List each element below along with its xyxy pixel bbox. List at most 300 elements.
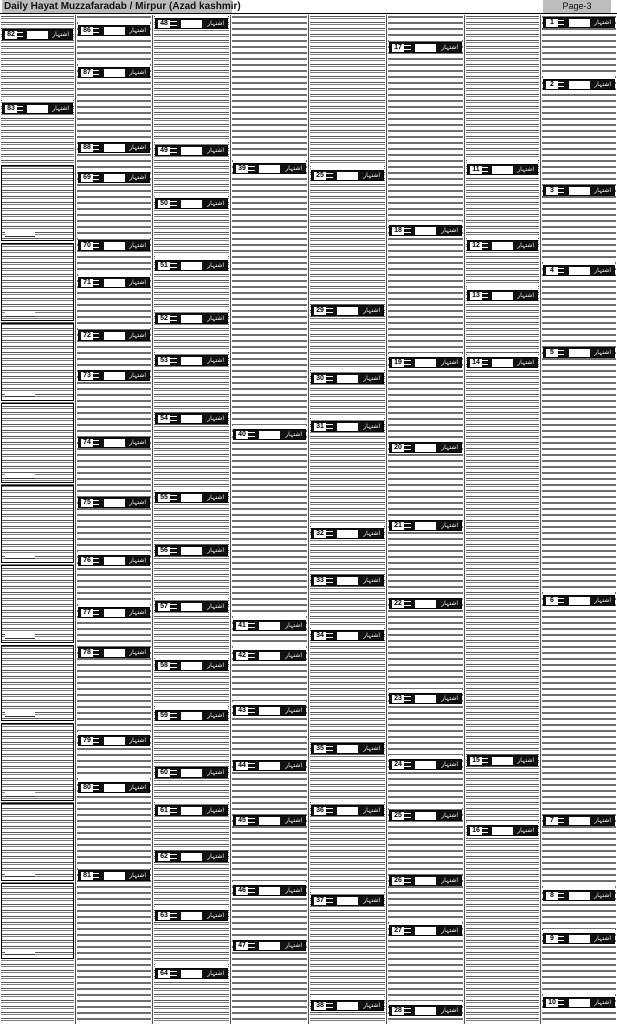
notice-label: اشتہار — [52, 31, 69, 38]
notice-number: 72 — [81, 332, 93, 340]
notice-label: اشتہار — [441, 761, 458, 768]
notice-header — [233, 885, 306, 896]
notice-separator — [233, 936, 306, 939]
framed-notice — [1, 645, 74, 721]
notice-label: اشتہار — [207, 912, 224, 919]
seal-icon — [246, 708, 255, 713]
notice-number: 16 — [470, 827, 482, 835]
notice-separator — [389, 353, 462, 356]
notice-separator — [155, 351, 228, 354]
notice-separator — [543, 929, 615, 932]
notice-separator — [155, 194, 228, 197]
notice-blank-box — [181, 807, 202, 815]
notice-header — [155, 260, 228, 271]
notice-label: اشتہار — [285, 887, 302, 894]
column-8 — [541, 15, 617, 1024]
notice-label: اشتہار — [517, 359, 534, 366]
notice-header — [155, 660, 228, 671]
notice-separator — [155, 964, 228, 967]
notice-separator — [78, 551, 150, 554]
notice-separator — [155, 309, 228, 312]
seal-icon — [168, 148, 177, 153]
notice-label: اشتہار — [594, 935, 611, 942]
notice-number: 37 — [314, 897, 326, 905]
notice-blank-box — [337, 530, 358, 538]
notice-blank-box — [569, 349, 590, 357]
notice-header — [233, 620, 306, 631]
notice-header — [78, 172, 150, 183]
seal-icon — [168, 263, 177, 268]
notice-blank-box — [104, 557, 125, 565]
seal-icon — [324, 531, 333, 536]
notice-number: 63 — [158, 912, 170, 920]
notice-number: 59 — [158, 712, 170, 720]
notice-number: 25 — [314, 172, 326, 180]
seal-icon — [91, 558, 99, 563]
notice-header — [155, 413, 228, 424]
notice-label: اشتہار — [594, 999, 611, 1006]
notice-header — [78, 555, 150, 566]
notice-number: 52 — [158, 315, 170, 323]
notice-header — [155, 355, 228, 366]
notice-blank-box — [104, 737, 125, 745]
notice-blank-box — [104, 784, 125, 792]
notice-label: اشتہار — [129, 784, 146, 791]
notice-header — [78, 330, 150, 341]
notice-separator — [78, 366, 150, 369]
notice-number: 7 — [546, 817, 558, 825]
notice-label: اشتہار — [285, 762, 302, 769]
notice-separator — [467, 236, 538, 239]
notice-blank-box — [104, 372, 125, 380]
notice-header — [233, 429, 306, 440]
notice-separator — [311, 301, 384, 304]
notice-label: اشتہار — [594, 81, 611, 88]
notice-separator — [78, 643, 150, 646]
notice-number: 79 — [81, 737, 93, 745]
notice-number: 77 — [81, 609, 93, 617]
notice-number: 73 — [81, 372, 93, 380]
notice-separator — [389, 221, 462, 224]
notice-separator — [78, 273, 150, 276]
notice-header — [155, 545, 228, 556]
notice-header — [389, 875, 462, 886]
notice-blank-box — [104, 144, 125, 152]
notice-header — [155, 767, 228, 778]
notice-label: اشتہار — [441, 1007, 458, 1014]
notice-header — [543, 17, 615, 28]
notice-separator — [311, 369, 384, 372]
seal-icon — [324, 376, 333, 381]
notice-number: 56 — [158, 547, 170, 555]
seal-icon — [168, 358, 177, 363]
notice-number: 48 — [158, 20, 170, 28]
newspaper-columns — [0, 15, 617, 1024]
notice-number: 10 — [546, 999, 558, 1007]
notice-separator — [155, 656, 228, 659]
seal-icon — [246, 653, 255, 658]
notice-number: 11 — [470, 166, 482, 174]
notice-label: اشتہار — [207, 315, 224, 322]
notice-header — [543, 79, 615, 90]
notice-label: اشتہار — [441, 44, 458, 51]
notice-blank-box — [492, 242, 513, 250]
column-7 — [465, 15, 541, 1024]
framed-notice — [1, 723, 74, 801]
notice-blank-box — [181, 494, 202, 502]
seal-icon — [246, 888, 255, 893]
notice-number: 2 — [546, 81, 558, 89]
notice-separator — [311, 417, 384, 420]
notice-blank-box — [104, 609, 125, 617]
notice-blank-box — [181, 912, 202, 920]
notice-number: 26 — [392, 877, 404, 885]
notice-number: 74 — [81, 439, 93, 447]
notice-blank-box — [337, 897, 358, 905]
notice-number: 62 — [158, 853, 170, 861]
notice-separator — [233, 811, 306, 814]
notice-header — [389, 759, 462, 770]
notice-label: اشتہار — [594, 187, 611, 194]
notice-number: 81 — [81, 872, 93, 880]
notice-number: 12 — [470, 242, 482, 250]
seal-icon — [480, 293, 488, 298]
seal-icon — [402, 228, 411, 233]
notice-blank-box — [181, 712, 202, 720]
notice-blank-box — [181, 315, 202, 323]
notice-number: 9 — [546, 935, 558, 943]
notice-label: اشتہار — [207, 200, 224, 207]
notice-blank-box — [259, 431, 280, 439]
framed-notice — [1, 485, 74, 563]
seal-icon — [246, 623, 255, 628]
notice-header — [78, 735, 150, 746]
notice-number: 13 — [470, 292, 482, 300]
column-5 — [309, 15, 387, 1024]
notice-blank-box — [492, 166, 513, 174]
notice-blank-box — [415, 444, 436, 452]
notice-label: اشتہار — [441, 359, 458, 366]
notice-separator — [155, 763, 228, 766]
notice-separator — [155, 597, 228, 600]
signature-line — [5, 712, 35, 717]
notice-label: اشتہار — [594, 267, 611, 274]
seal-icon — [556, 818, 564, 823]
notice-label: اشتہار — [285, 942, 302, 949]
seal-icon — [556, 82, 564, 87]
notice-blank-box — [569, 187, 590, 195]
notice-number: 57 — [158, 603, 170, 611]
notice-label: اشتہار — [207, 970, 224, 977]
notice-header — [311, 805, 384, 816]
seal-icon — [402, 878, 411, 883]
notice-number: 71 — [81, 279, 93, 287]
notice-blank-box — [415, 761, 436, 769]
notice-label: اشتہار — [129, 372, 146, 379]
notice-separator — [311, 571, 384, 574]
notice-label: اشتہار — [285, 707, 302, 714]
seal-icon — [324, 808, 333, 813]
notice-blank-box — [181, 415, 202, 423]
notice-label: اشتہار — [363, 530, 380, 537]
notice-header — [389, 225, 462, 236]
masthead — [0, 0, 617, 14]
notice-label: اشتہار — [207, 262, 224, 269]
notice-blank-box — [27, 31, 48, 39]
notice-separator — [389, 806, 462, 809]
notice-header — [543, 595, 615, 606]
notice-label: اشتہار — [207, 147, 224, 154]
notice-blank-box — [337, 375, 358, 383]
notice-number: 14 — [470, 359, 482, 367]
notice-blank-box — [337, 423, 358, 431]
notice-number: 40 — [236, 431, 248, 439]
notice-label: اشتہار — [129, 737, 146, 744]
notice-label: اشتہار — [594, 19, 611, 26]
seal-icon — [246, 818, 255, 823]
signature-line — [5, 872, 35, 877]
notice-header — [155, 910, 228, 921]
notice-separator — [233, 701, 306, 704]
notice-label: اشتہار — [129, 499, 146, 506]
signature-line — [5, 232, 35, 237]
notice-header — [78, 370, 150, 381]
notice-separator — [543, 591, 615, 594]
notice-blank-box — [259, 707, 280, 715]
signature-line — [5, 554, 35, 559]
notice-label: اشتہار — [517, 292, 534, 299]
seal-icon — [556, 20, 564, 25]
seal-icon — [402, 1008, 411, 1013]
notice-blank-box — [337, 307, 358, 315]
notice-separator — [543, 886, 615, 889]
seal-icon — [91, 373, 99, 378]
notice-number: 19 — [392, 359, 404, 367]
notice-separator — [155, 706, 228, 709]
notice-separator — [389, 921, 462, 924]
notice-number: 28 — [392, 1007, 404, 1015]
notice-separator — [543, 261, 615, 264]
notice-blank-box — [181, 970, 202, 978]
notice-header — [311, 373, 384, 384]
notice-header — [78, 142, 150, 153]
notice-separator — [311, 801, 384, 804]
seal-icon — [324, 898, 333, 903]
notice-separator — [155, 15, 228, 17]
notice-separator — [467, 286, 538, 289]
notice-number: 35 — [314, 745, 326, 753]
framed-notice — [1, 165, 74, 241]
notice-label: اشتہار — [441, 812, 458, 819]
seal-icon — [556, 188, 564, 193]
notice-header — [78, 647, 150, 658]
notice-separator — [467, 353, 538, 356]
notice-separator — [155, 488, 228, 491]
seal-icon — [168, 713, 177, 718]
seal-icon — [324, 173, 333, 178]
notice-blank-box — [181, 603, 202, 611]
notice-separator — [78, 236, 150, 239]
notice-separator — [389, 755, 462, 758]
notice-header — [2, 103, 73, 114]
notice-label: اشتہار — [363, 897, 380, 904]
notice-label: اشتہار — [129, 872, 146, 879]
notice-header — [155, 18, 228, 29]
notice-header — [155, 968, 228, 979]
notice-header — [389, 357, 462, 368]
notice-label: اشتہار — [441, 600, 458, 607]
notice-blank-box — [415, 1007, 436, 1015]
notice-number: 53 — [158, 357, 170, 365]
notice-separator — [543, 811, 615, 814]
notice-header — [543, 997, 615, 1008]
notice-number: 25 — [392, 812, 404, 820]
notice-header — [233, 940, 306, 951]
framed-notice — [1, 403, 74, 483]
notice-header — [543, 185, 615, 196]
notice-blank-box — [569, 81, 590, 89]
notice-label: اشتہار — [129, 279, 146, 286]
notice-number: 17 — [392, 44, 404, 52]
notice-separator — [78, 603, 150, 606]
notice-separator — [78, 731, 150, 734]
seal-icon — [480, 758, 488, 763]
notice-header — [311, 575, 384, 586]
notice-blank-box — [415, 812, 436, 820]
notice-number: 76 — [81, 557, 93, 565]
notice-blank-box — [27, 105, 48, 113]
notice-header — [311, 1000, 384, 1011]
notice-number: 78 — [81, 649, 93, 657]
notice-blank-box — [415, 227, 436, 235]
notice-number: 5 — [546, 349, 558, 357]
notice-label: اشتہار — [363, 1002, 380, 1009]
notice-label: اشتہار — [517, 166, 534, 173]
seal-icon — [556, 936, 564, 941]
seal-icon — [168, 971, 177, 976]
notice-blank-box — [569, 935, 590, 943]
seal-icon — [91, 28, 99, 33]
notice-separator — [311, 996, 384, 999]
notice-header — [233, 815, 306, 826]
notice-number: 3 — [546, 187, 558, 195]
notice-header — [543, 933, 615, 944]
notice-blank-box — [181, 547, 202, 555]
notice-label: اشتہار — [441, 695, 458, 702]
notice-blank-box — [337, 172, 358, 180]
seal-icon — [556, 350, 564, 355]
notice-header — [155, 851, 228, 862]
notice-separator — [2, 99, 73, 102]
notice-blank-box — [259, 817, 280, 825]
notice-separator — [78, 866, 150, 869]
notice-label: اشتہار — [441, 227, 458, 234]
notice-number: 60 — [158, 769, 170, 777]
notice-header — [389, 810, 462, 821]
seal-icon — [91, 280, 99, 285]
notice-header — [78, 67, 150, 78]
notice-number: 20 — [392, 444, 404, 452]
notice-number: 1 — [546, 19, 558, 27]
notice-label: اشتہار — [363, 423, 380, 430]
notice-separator — [467, 160, 538, 163]
notice-separator — [155, 256, 228, 259]
seal-icon — [324, 633, 333, 638]
notice-blank-box — [259, 942, 280, 950]
column-4 — [231, 15, 309, 1024]
notice-blank-box — [569, 817, 590, 825]
notice-header — [311, 170, 384, 181]
notice-number: 58 — [158, 662, 170, 670]
notice-blank-box — [104, 649, 125, 657]
notice-number: 80 — [81, 784, 93, 792]
notice-label: اشتہار — [207, 807, 224, 814]
notice-header — [311, 743, 384, 754]
notice-separator — [233, 881, 306, 884]
framed-notice — [1, 243, 74, 321]
notice-number: 36 — [314, 807, 326, 815]
notice-label: اشتہار — [207, 547, 224, 554]
notice-header — [233, 705, 306, 716]
notice-number: 27 — [392, 927, 404, 935]
notice-separator — [543, 343, 615, 346]
notice-blank-box — [569, 597, 590, 605]
notice-blank-box — [181, 769, 202, 777]
notice-label: اشتہار — [363, 307, 380, 314]
seal-icon — [480, 360, 488, 365]
seal-icon — [91, 738, 99, 743]
notice-blank-box — [492, 292, 513, 300]
notice-header — [467, 357, 538, 368]
notice-header — [233, 163, 306, 174]
notice-label: اشتہار — [517, 757, 534, 764]
signature-line — [5, 474, 35, 479]
notice-number: 15 — [470, 757, 482, 765]
notice-header — [389, 520, 462, 531]
seal-icon — [168, 201, 177, 206]
notice-label: اشتہار — [129, 649, 146, 656]
notice-separator — [543, 15, 615, 16]
notice-blank-box — [259, 165, 280, 173]
seal-icon — [402, 445, 411, 450]
seal-icon — [480, 243, 488, 248]
notice-blank-box — [181, 147, 202, 155]
column-2 — [76, 15, 153, 1024]
notice-blank-box — [415, 522, 436, 530]
notice-header — [155, 710, 228, 721]
article-text — [542, 15, 616, 1024]
notice-number: 39 — [236, 165, 248, 173]
notice-header — [155, 805, 228, 816]
notice-blank-box — [259, 762, 280, 770]
notice-blank-box — [337, 745, 358, 753]
notice-separator — [543, 181, 615, 184]
notice-header — [543, 265, 615, 276]
seal-icon — [556, 1000, 564, 1005]
notice-label: اشتہار — [129, 332, 146, 339]
notice-number: 45 — [236, 817, 248, 825]
notice-label: اشتہار — [207, 769, 224, 776]
notice-label: اشتہار — [207, 662, 224, 669]
notice-separator — [78, 168, 150, 171]
notice-separator — [389, 438, 462, 441]
notice-blank-box — [104, 174, 125, 182]
seal-icon — [246, 432, 255, 437]
notice-label: اشتہار — [285, 652, 302, 659]
notice-label: اشتہار — [129, 69, 146, 76]
notice-number: 31 — [314, 423, 326, 431]
notice-blank-box — [415, 877, 436, 885]
